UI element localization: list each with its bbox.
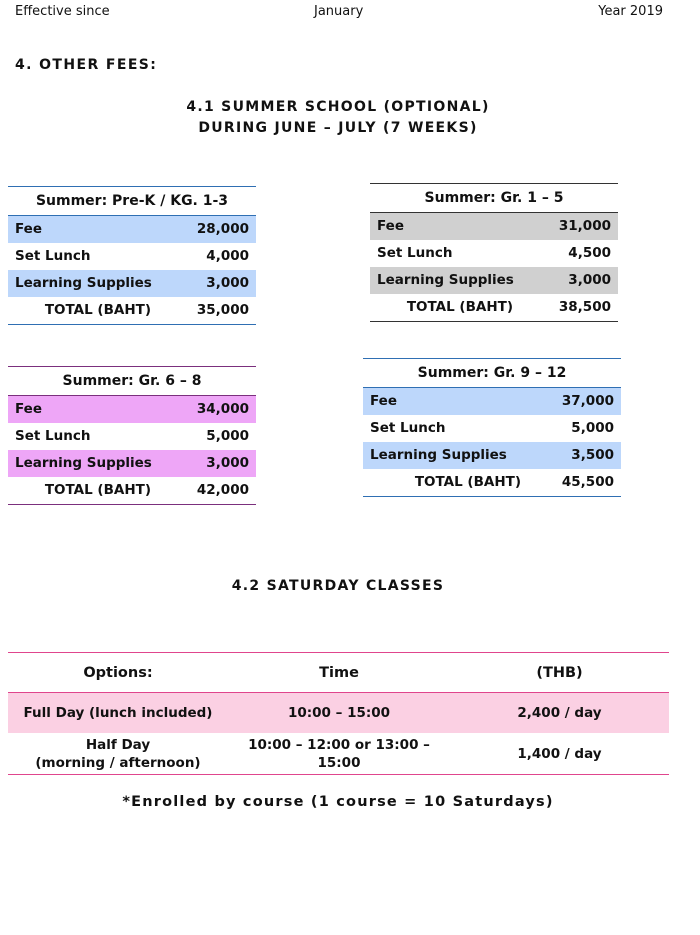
- row-label: Set Lunch: [15, 428, 91, 444]
- table-caption: Summer: Pre-K / KG. 1-3: [8, 187, 256, 216]
- table-caption: Summer: Gr. 9 – 12: [363, 359, 621, 388]
- row-value: 3,500: [571, 447, 614, 463]
- row-value: 3,000: [206, 275, 249, 291]
- table-header-row: [8, 653, 669, 693]
- fee-table-gr9-12: [363, 358, 621, 497]
- fee-row: [8, 216, 256, 243]
- row-label: Fee: [377, 218, 404, 234]
- row-value: 5,000: [571, 420, 614, 436]
- table-caption: Summer: Gr. 1 – 5: [370, 184, 618, 213]
- row-label: Learning Supplies: [377, 272, 514, 288]
- supplies-row: [363, 442, 621, 469]
- total-value: 38,500: [558, 299, 611, 315]
- price-cell: 1,400 / day: [450, 734, 669, 775]
- row-label: Fee: [15, 221, 42, 237]
- header-month: January: [314, 4, 364, 19]
- fee-row: [370, 213, 618, 240]
- total-row: [8, 297, 256, 324]
- lunch-row: [363, 415, 621, 442]
- total-row: [363, 469, 621, 496]
- row-value: 3,000: [206, 455, 249, 471]
- total-value: 35,000: [196, 302, 249, 318]
- time-cell: 10:00 – 12:00 or 13:00 – 15:00: [228, 734, 450, 775]
- header-time: Time: [228, 653, 450, 693]
- saturday-title: 4.2 SATURDAY CLASSES: [231, 578, 445, 594]
- saturday-table: [8, 652, 669, 775]
- row-label: Set Lunch: [15, 248, 91, 264]
- header-options: Options:: [8, 653, 228, 693]
- price-cell: 2,400 / day: [450, 693, 669, 734]
- row-value: 4,000: [206, 248, 249, 264]
- row-value: 4,500: [568, 245, 611, 261]
- row-value: 5,000: [206, 428, 249, 444]
- total-value: 42,000: [196, 482, 249, 498]
- row-label: Learning Supplies: [15, 455, 152, 471]
- total-row: [8, 477, 256, 504]
- option-cell: [8, 734, 228, 775]
- option-line2: (morning / afternoon): [35, 755, 201, 771]
- summer-title-line1: 4.1 SUMMER SCHOOL (OPTIONAL): [186, 99, 490, 115]
- fee-table-gr6-8: [8, 366, 256, 505]
- table-row: [8, 734, 669, 775]
- time-cell: 10:00 – 15:00: [228, 693, 450, 734]
- header-effective-label: Effective since: [15, 4, 110, 19]
- option-line1: Half Day: [85, 737, 151, 753]
- row-label: Fee: [15, 401, 42, 417]
- total-label: TOTAL (BAHT): [44, 302, 151, 318]
- supplies-row: [370, 267, 618, 294]
- fee-table-prek: [8, 186, 256, 325]
- lunch-row: [8, 423, 256, 450]
- row-label: Fee: [370, 393, 397, 409]
- total-label: TOTAL (BAHT): [406, 299, 513, 315]
- summer-title-line2: DURING JUNE – JULY (7 WEEKS): [198, 120, 478, 136]
- fee-table-gr1-5: [370, 183, 618, 322]
- row-label: Set Lunch: [370, 420, 446, 436]
- lunch-row: [370, 240, 618, 267]
- row-value: 34,000: [196, 401, 249, 417]
- enrollment-note: *Enrolled by course (1 course = 10 Saturdays): [122, 794, 554, 810]
- total-value: 45,500: [561, 474, 614, 490]
- supplies-row: [8, 450, 256, 477]
- total-label: TOTAL (BAHT): [44, 482, 151, 498]
- fee-row: [363, 388, 621, 415]
- row-value: 37,000: [561, 393, 614, 409]
- row-label: Learning Supplies: [15, 275, 152, 291]
- row-value: 28,000: [196, 221, 249, 237]
- table-caption: Summer: Gr. 6 – 8: [8, 367, 256, 396]
- option-cell: Full Day (lunch included): [8, 693, 228, 734]
- supplies-row: [8, 270, 256, 297]
- total-row: [370, 294, 618, 321]
- lunch-row: [8, 243, 256, 270]
- total-label: TOTAL (BAHT): [414, 474, 521, 490]
- table-row: [8, 693, 669, 734]
- row-label: Learning Supplies: [370, 447, 507, 463]
- section-title: 4. OTHER FEES:: [15, 57, 158, 73]
- fee-row: [8, 396, 256, 423]
- header-price: (THB): [450, 653, 669, 693]
- header-year: Year 2019: [598, 4, 663, 19]
- row-value: 3,000: [568, 272, 611, 288]
- row-label: Set Lunch: [377, 245, 453, 261]
- row-value: 31,000: [558, 218, 611, 234]
